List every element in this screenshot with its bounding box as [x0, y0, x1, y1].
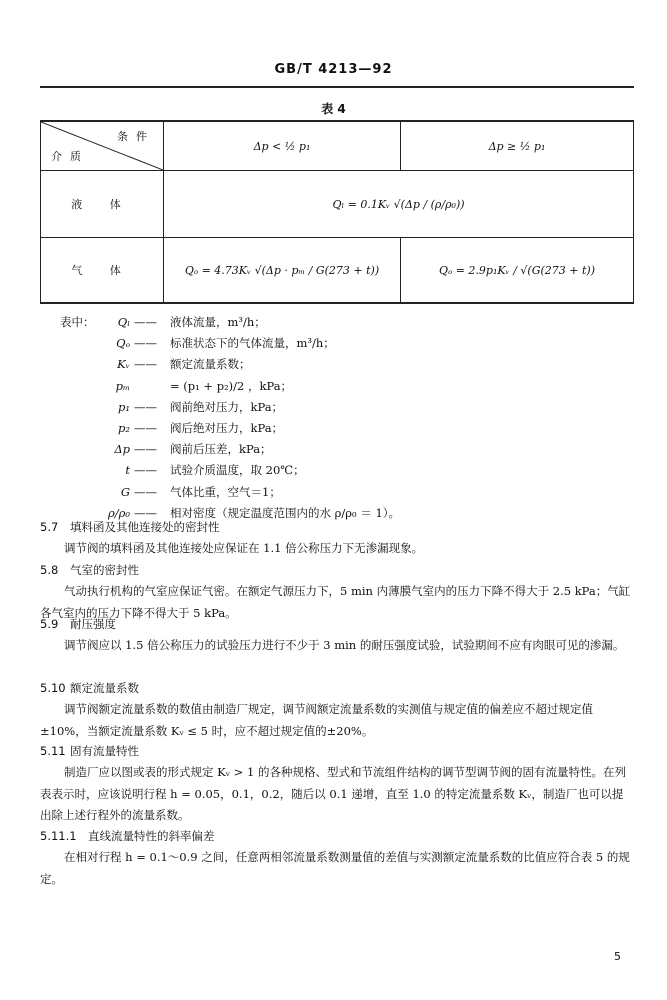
corner-condition-label: 条件: [117, 130, 155, 143]
row-label-gas: 气 体: [71, 264, 133, 277]
legend-symbol: Kᵥ: [117, 357, 130, 372]
section-heading: 5.10 额定流量系数: [40, 681, 139, 695]
legend-item: [60, 376, 640, 397]
legend-symbol: p₁: [118, 399, 130, 414]
legend-item: [60, 439, 640, 460]
legend-item: [60, 333, 640, 354]
section-body: 调节阀的填料函及其他连接处应保证在 1.1 倍公称压力下无渗漏现象。: [64, 541, 424, 556]
legend-dash: ——: [134, 505, 157, 520]
section-heading: 5.7 填料函及其他连接处的密封性: [40, 520, 220, 534]
table-row-liquid: [41, 171, 634, 238]
legend-item: [60, 354, 640, 375]
legend-text: 液体流量，m³/h；: [170, 315, 266, 329]
symbol-legend: [60, 312, 640, 524]
section-5-10: [40, 678, 634, 742]
condition-high-dp: Δp ≥ ½ p₁: [488, 139, 546, 153]
standard-code-header: GB/T 4213—92: [274, 62, 393, 77]
legend-dash: ——: [134, 421, 157, 436]
legend-item: [60, 312, 640, 333]
section-5-11: [40, 741, 634, 827]
section-heading: 5.8 气室的密封性: [40, 563, 139, 577]
page-number: 5: [614, 950, 621, 963]
section-5-11-1: [40, 826, 634, 890]
legend-text: 阀前绝对压力，kPa；: [170, 399, 284, 414]
legend-text: 阀前后压差，kPa；: [170, 442, 272, 457]
legend-dash: ——: [134, 336, 157, 351]
row-label-cell: [41, 171, 164, 238]
section-body: 调节阀额定流量系数的数值由制造厂规定，调节阀额定流量系数的实测值与规定值的偏差应不超过规定值±10%，当额定流量系数 Kᵥ ≤ 5 时，应不超过规定值的±20%。: [40, 702, 593, 738]
column-header-low-dp: [164, 121, 401, 171]
legend-item: [60, 397, 640, 418]
legend-symbol: t: [125, 463, 130, 478]
liquid-formula-cell: [164, 171, 634, 238]
section-body: 在相对行程 h = 0.1～0.9 之间，任意两相邻流量系数测量值的差值与实测额定流量系数的比值应符合表 5 的规定。: [40, 850, 630, 886]
gas-formula-low-cell: [164, 238, 401, 304]
legend-text: 标准状态下的气体流量，m³/h；: [170, 336, 335, 351]
legend-text: 气体比重，空气＝1；: [170, 484, 281, 499]
gas-formula-low-dp: Qₒ = 4.73Kᵥ √(Δp · pₘ / G(273 + t)): [184, 263, 380, 277]
row-label-liquid: 液 体: [71, 198, 133, 211]
section-body: 调节阀应以 1.5 倍公称压力的试验压力进行不少于 3 min 的耐压强度试验，试验期间不应有肉眼可见的渗漏。: [64, 638, 625, 653]
header-rule: [40, 86, 634, 88]
legend-item: [60, 418, 640, 439]
condition-low-dp: Δp < ½ p₁: [253, 139, 311, 153]
table-row-gas: [41, 238, 634, 304]
column-header-high-dp: [400, 121, 633, 171]
section-heading: 5.9 耐压强度: [40, 617, 116, 631]
legend-symbol: Qₗ: [117, 315, 130, 329]
legend-dash: ——: [134, 315, 157, 329]
legend-symbol: p₂: [118, 421, 130, 436]
section-heading: 5.11 固有流量特性: [40, 744, 139, 758]
legend-item: [60, 460, 640, 481]
gas-formula-high-cell: [400, 238, 633, 304]
legend-symbol: Δp: [114, 442, 130, 457]
legend-symbol: G: [120, 484, 130, 499]
legend-item: [60, 482, 640, 503]
legend-symbol: pₘ: [115, 378, 130, 393]
legend-dash: ——: [134, 463, 157, 478]
section-5-9: [40, 614, 634, 657]
table-header-row: [41, 121, 634, 171]
legend-dash: ——: [134, 357, 157, 372]
legend-text: = (p₁ + p₂)/2 ，kPa；: [170, 378, 293, 393]
liquid-formula: Qₗ = 0.1Kᵥ √(Δp / (ρ/ρ₀)): [332, 197, 465, 211]
legend-symbol: ρ/ρ₀: [107, 505, 130, 520]
legend-dash: ——: [134, 484, 157, 499]
section-body: 制造厂应以图或表的形式规定 Kᵥ > 1 的各种规格、型式和节流组件结构的调节型调节阀的固有流量特性。在列表表示时，应该说明行程 h = 0.05，0.1，0.2，随后以 0.1 递增，直至 1.0 的特定流量系数 Kᵥ，制造厂也可以提出除上述行程外的流量系数。: [40, 765, 626, 823]
corner-medium-label: 介质: [51, 150, 89, 163]
legend-dash: ——: [134, 442, 157, 457]
table-caption: 表 4: [321, 102, 346, 116]
legend-symbol: Qₒ: [116, 336, 130, 351]
legend-dash: ——: [134, 399, 157, 414]
section-body: 气动执行机构的气室应保证气密。在额定气源压力下，5 min 内薄膜气室内的压力下降不得大于 2.5 kPa；气缸各气室内的压力下降不得大于 5 kPa。: [40, 584, 631, 620]
legend-text: 额定流量系数；: [170, 357, 251, 372]
legend-text: 阀后绝对压力，kPa；: [170, 421, 284, 436]
section-5-7: [40, 517, 634, 560]
legend-text: 相对密度（规定温度范围内的水 ρ/ρ₀ ＝ 1）。: [170, 505, 401, 520]
row-label-cell: [41, 238, 164, 304]
legend-lead: 表中：: [60, 315, 95, 329]
flow-formula-table: [40, 120, 634, 304]
legend-text: 试验介质温度，取 20℃；: [170, 463, 305, 478]
table-corner-cell: [41, 121, 164, 171]
gas-formula-high-dp: Qₒ = 2.9p₁Kᵥ / √(G(273 + t)): [438, 263, 595, 277]
section-heading: 5.11.1 直线流量特性的斜率偏差: [40, 829, 215, 843]
